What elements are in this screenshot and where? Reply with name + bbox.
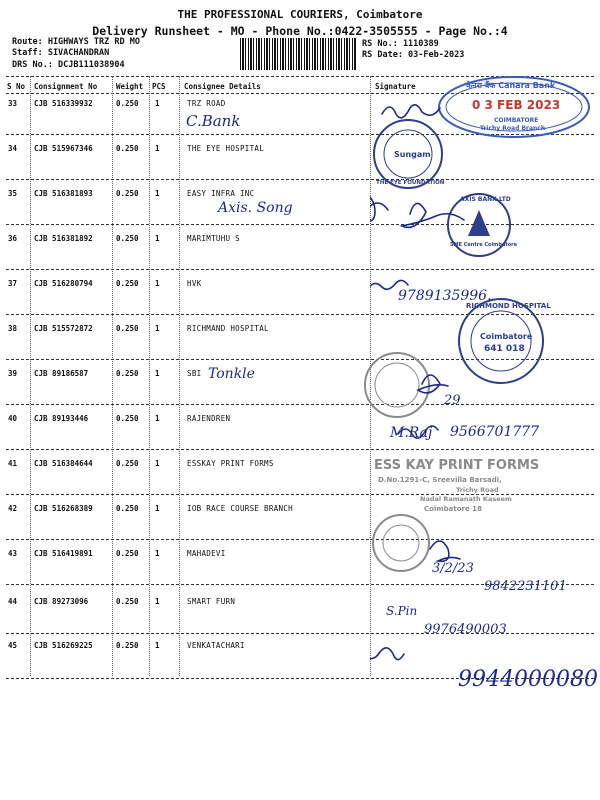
handwritten-phone: 9842231101 [484, 579, 567, 594]
row-consignment-no: CJB 515572872 [34, 324, 93, 333]
row-weight: 0.250 [116, 504, 139, 513]
row-pcs: 1 [155, 99, 160, 108]
handwritten-initials: S.Pin [386, 604, 418, 618]
column-header-details: Consignee Details [184, 82, 261, 91]
handwritten-note: Tonkle [208, 366, 255, 382]
row-consignment-no: CJB 89273096 [34, 597, 89, 606]
stamp-canara-date: 0 3 FEB 2023 [472, 98, 561, 112]
stamp-eye-sub: Sungam [394, 150, 431, 159]
row-pcs: 1 [155, 279, 160, 288]
row-weight: 0.250 [116, 189, 139, 198]
row-consignee: VENKATACHARI [187, 641, 245, 650]
handwritten-phone: 9566701777 [450, 424, 540, 440]
column-header-consignment: Consignment No [34, 82, 98, 91]
row-consignment-no: CJB 516280794 [34, 279, 93, 288]
row-pcs: 1 [155, 144, 160, 153]
row-consignment-no: CJB 516381892 [34, 234, 93, 243]
column-header-signature: Signature [375, 82, 416, 91]
row-consignee: MAHADEVI [187, 549, 226, 558]
row-consignment-no: CJB 89186587 [34, 369, 89, 378]
row-sno: 36 [8, 234, 18, 243]
handwritten-phone: 9789135996. [398, 288, 492, 304]
row-pcs: 1 [155, 549, 160, 558]
row-pcs: 1 [155, 459, 160, 468]
handwritten-date: 3/2/23 [432, 561, 474, 576]
row-sno: 41 [8, 459, 18, 468]
row-pcs: 1 [155, 234, 160, 243]
row-pcs: 1 [155, 369, 160, 378]
row-weight: 0.250 [116, 144, 139, 153]
row-weight: 0.250 [116, 99, 139, 108]
row-sno: 33 [8, 99, 18, 108]
column-divider [179, 76, 180, 676]
row-consignment-no: CJB 516339932 [34, 99, 93, 108]
row-consignee: TRZ ROAD [187, 99, 226, 108]
handwritten-phone: 9944000080 [458, 667, 598, 692]
row-pcs: 1 [155, 324, 160, 333]
row-consignment-no: CJB 516268389 [34, 504, 93, 513]
row-sno: 44 [8, 597, 18, 606]
handwritten-phone: 9976490003 [424, 622, 507, 637]
stamp-esskay-line2: D.No.1291-C, Sreevilla Barsadi, [378, 476, 502, 484]
row-pcs: 1 [155, 641, 160, 650]
row-consignee: SMART FURN [187, 597, 236, 606]
row-weight: 0.250 [116, 641, 139, 650]
stamp-eye-foundation-text: THE EYE FOUNDATION [376, 180, 445, 186]
row-sno: 38 [8, 324, 18, 333]
row-sno: 35 [8, 189, 18, 198]
row-consignee: MARIMTUHU S [187, 234, 240, 243]
row-consignee: IOB RACE COURSE BRANCH [187, 504, 293, 513]
stamp-esskay-line3: Trichy Road [456, 486, 499, 494]
rs-date: RS Date: 03-Feb-2023 [362, 50, 465, 60]
row-consignee: HVK [187, 279, 202, 288]
row-consignment-no: CJB 516381893 [34, 189, 93, 198]
row-consignee: RICHMAND HOSPITAL [187, 324, 269, 333]
document-subtitle: Delivery Runsheet - MO - Phone No.:0422-3505555 - Page No.:4 [92, 24, 508, 38]
row-consignee: ESSKAY PRINT FORMS [187, 459, 274, 468]
row-consignment-no: CJB 89193446 [34, 414, 89, 423]
drs-number: DRS No.: DCJB111038904 [12, 60, 125, 70]
column-divider [30, 76, 31, 676]
row-consignee: SBI [187, 369, 202, 378]
row-weight: 0.250 [116, 234, 139, 243]
column-divider [112, 76, 113, 676]
row-weight: 0.250 [116, 279, 139, 288]
row-consignment-no: CJB 516269225 [34, 641, 93, 650]
handwritten-note: C.Bank [186, 112, 241, 130]
row-sno: 37 [8, 279, 18, 288]
staff-label: Staff: SIVACHANDRAN [12, 48, 110, 58]
stamp-esskay-line4: Nadal Ramanath Kaseem [420, 495, 512, 503]
row-pcs: 1 [155, 189, 160, 198]
row-weight: 0.250 [116, 597, 139, 606]
row-weight: 0.250 [116, 549, 139, 558]
row-consignee: THE EYE HOSPITAL [187, 144, 265, 153]
column-header-pcs: PCS [152, 82, 166, 91]
stamp-esskay-line5: Coimbatore 18 [424, 505, 482, 513]
row-consignment-no: CJB 516419891 [34, 549, 93, 558]
row-consignee: RAJENDREN [187, 414, 231, 423]
row-consignment-no: CJB 515967346 [34, 144, 93, 153]
row-weight: 0.250 [116, 369, 139, 378]
stamp-axis-title: AXIS BANK LTD [460, 196, 511, 203]
handwritten-date: 29 [444, 393, 461, 408]
row-sno: 34 [8, 144, 18, 153]
row-pcs: 1 [155, 504, 160, 513]
route-label: Route: HIGHWAYS TRZ RD MO [12, 37, 140, 47]
stamp-richmond-title: RICHMOND HOSPITAL [466, 302, 551, 310]
stamp-richmond-pin: 641 018 [484, 344, 525, 354]
row-pcs: 1 [155, 414, 160, 423]
row-weight: 0.250 [116, 459, 139, 468]
document-title: THE PROFESSIONAL COURIERS, Coimbatore [177, 8, 423, 21]
row-weight: 0.250 [116, 414, 139, 423]
rs-number: RS No.: 1110389 [362, 39, 439, 49]
stamp-canara-title: केनरा बैंक Canara Bank [466, 81, 556, 90]
column-divider [149, 76, 150, 676]
row-sno: 43 [8, 549, 18, 558]
row-consignee: EASY INFRA INC [187, 189, 255, 198]
row-pcs: 1 [155, 597, 160, 606]
handwritten-initials: M.Raj [390, 425, 433, 441]
stamp-esskay-line1: ESS KAY PRINT FORMS [374, 458, 540, 473]
row-sno: 40 [8, 414, 18, 423]
stamp-richmond-city: Coimbatore [480, 332, 533, 341]
handwritten-note: Axis. Song [218, 200, 293, 216]
row-sno: 39 [8, 369, 18, 378]
barcode [240, 38, 356, 70]
stamp-canara-city: COIMBATORE [494, 117, 539, 124]
column-header-sno: S No [7, 82, 26, 91]
row-sno: 42 [8, 504, 18, 513]
row-sno: 45 [8, 641, 18, 650]
row-consignment-no: CJB 516384644 [34, 459, 93, 468]
stamp-axis-sub: SME Centre Coimbatore [450, 242, 518, 248]
stamp-canara-branch: Trichy Road Branch [480, 125, 546, 132]
column-header-weight: Weight [116, 82, 144, 91]
row-weight: 0.250 [116, 324, 139, 333]
